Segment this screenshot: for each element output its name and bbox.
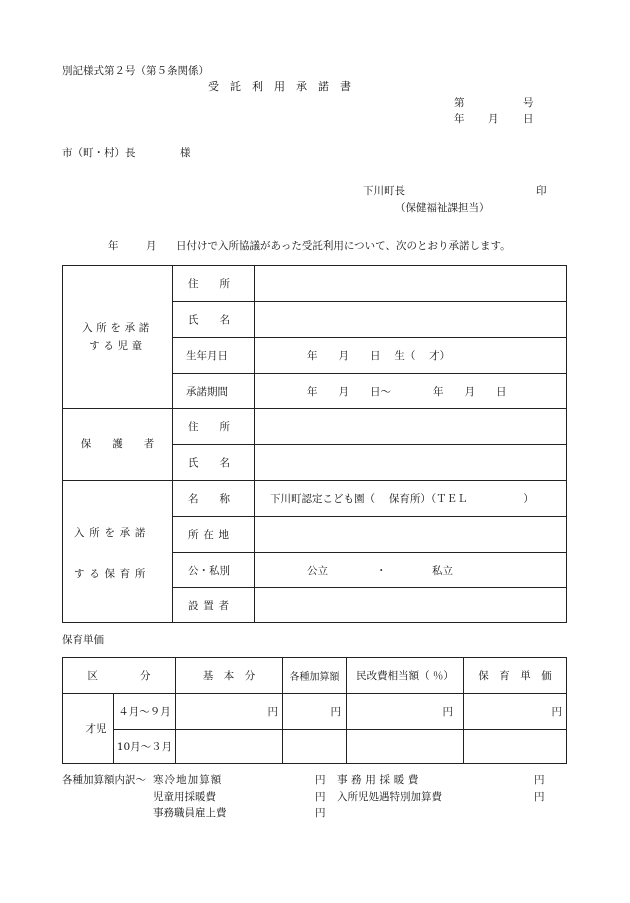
group-guardian-label: 保 護 者 — [80, 438, 155, 451]
child-dob-label: 生年月日 — [186, 350, 228, 362]
breakdown-item-cold-area: 寒冷地加算額 — [153, 774, 223, 786]
unit-price-heading: 保育単価 — [62, 634, 104, 646]
breakdown-yen-4: 円 — [534, 791, 545, 803]
facility-type-separator: ・ — [376, 564, 387, 577]
guardian-name-label: 氏 名 — [188, 457, 230, 469]
basic-yen-unit: 円 — [267, 706, 278, 718]
form-number: 別記様式第２号（第５条関係） — [62, 65, 209, 77]
date-year: 年 — [454, 113, 465, 125]
facility-founder-field[interactable] — [255, 588, 566, 622]
approval-table — [62, 265, 567, 623]
date-month: 月 — [488, 113, 499, 125]
col-category: 区 分 — [87, 670, 151, 682]
col-reform: 民改費相当額（ ％） — [356, 670, 454, 682]
breakdown-item-office-heating: 事務用採暖費 — [337, 774, 423, 786]
breakdown-yen-1: 円 — [315, 774, 326, 786]
guardian-name-field[interactable] — [255, 445, 566, 480]
facility-type-public[interactable]: 公立 — [307, 564, 328, 577]
intro-month: 月 — [146, 240, 157, 252]
period-apr-sep: ４月～９月 — [118, 706, 171, 718]
child-period-field[interactable]: 年 月 日～ 年 月 日 — [307, 385, 507, 398]
addressee-honorific: 様 — [180, 147, 191, 159]
child-address-label: 住 所 — [188, 278, 230, 290]
intro-year: 年 — [108, 240, 119, 252]
doc-number-prefix: 第 — [454, 97, 465, 109]
breakdown-label: 各種加算額内訳～ — [62, 774, 146, 786]
group-child-label: 入所を承諾 する児童 — [82, 321, 153, 352]
facility-type-label: 公・私別 — [188, 564, 230, 577]
doc-number-suffix: 号 — [523, 97, 534, 109]
facility-name-label: 名 称 — [188, 493, 230, 505]
child-name-field[interactable] — [255, 302, 566, 337]
breakdown-yen-5: 円 — [315, 807, 326, 819]
child-name-label: 氏 名 — [188, 314, 230, 326]
facility-name-field[interactable]: 下川町認定こども園（ 保育所）（ＴＥＬ ） — [270, 493, 534, 505]
reform-yen-unit: 円 — [442, 706, 453, 718]
unit-yen-unit: 円 — [551, 706, 562, 718]
child-address-field[interactable] — [255, 266, 566, 301]
col-basic: 基 本 分 — [202, 670, 256, 682]
col-additional: 各種加算額 — [289, 672, 340, 683]
facility-location-label: 所在地 — [188, 529, 234, 541]
unit-price-table — [62, 657, 567, 764]
facility-type-private[interactable]: 私立 — [432, 564, 453, 577]
date-day: 日 — [523, 113, 534, 125]
intro-text: 日付けで入所協議があった受託利用について、次のとおり承諾します。 — [176, 240, 511, 252]
document-title: 受 託 利 用 承 諾 書 — [208, 80, 351, 93]
issuer-department: （保健福祉課担当） — [395, 202, 490, 214]
additional-yen-unit: 円 — [330, 706, 341, 718]
group-facility-label-1: 入所を承諾 — [74, 527, 151, 539]
guardian-address-field[interactable] — [255, 409, 566, 444]
breakdown-yen-2: 円 — [534, 774, 545, 786]
age-label: 才児 — [85, 723, 107, 735]
facility-location-field[interactable] — [255, 517, 566, 552]
child-dob-field[interactable]: 年 月 日 生（ 才） — [307, 350, 451, 362]
guardian-address-label: 住 所 — [188, 421, 230, 433]
breakdown-yen-3: 円 — [315, 791, 326, 803]
group-facility-label-2: する保育所 — [74, 568, 151, 580]
col-unit-price: 保 育 単 価 — [478, 670, 552, 682]
breakdown-item-special-care: 入所児処遇特別加算費 — [337, 791, 442, 803]
child-period-label: 承諾期間 — [186, 385, 228, 398]
seal-mark: 印 — [536, 185, 547, 197]
breakdown-item-clerk-hire: 事務職員雇上費 — [153, 807, 227, 819]
period-oct-mar: 10月～３月 — [116, 741, 173, 753]
breakdown-item-child-heating: 児童用採暖費 — [153, 791, 216, 803]
facility-founder-label: 設置者 — [188, 599, 234, 612]
addressee-label: 市（町・村）長 — [62, 147, 136, 159]
issuer-name: 下川町長 — [363, 185, 405, 197]
